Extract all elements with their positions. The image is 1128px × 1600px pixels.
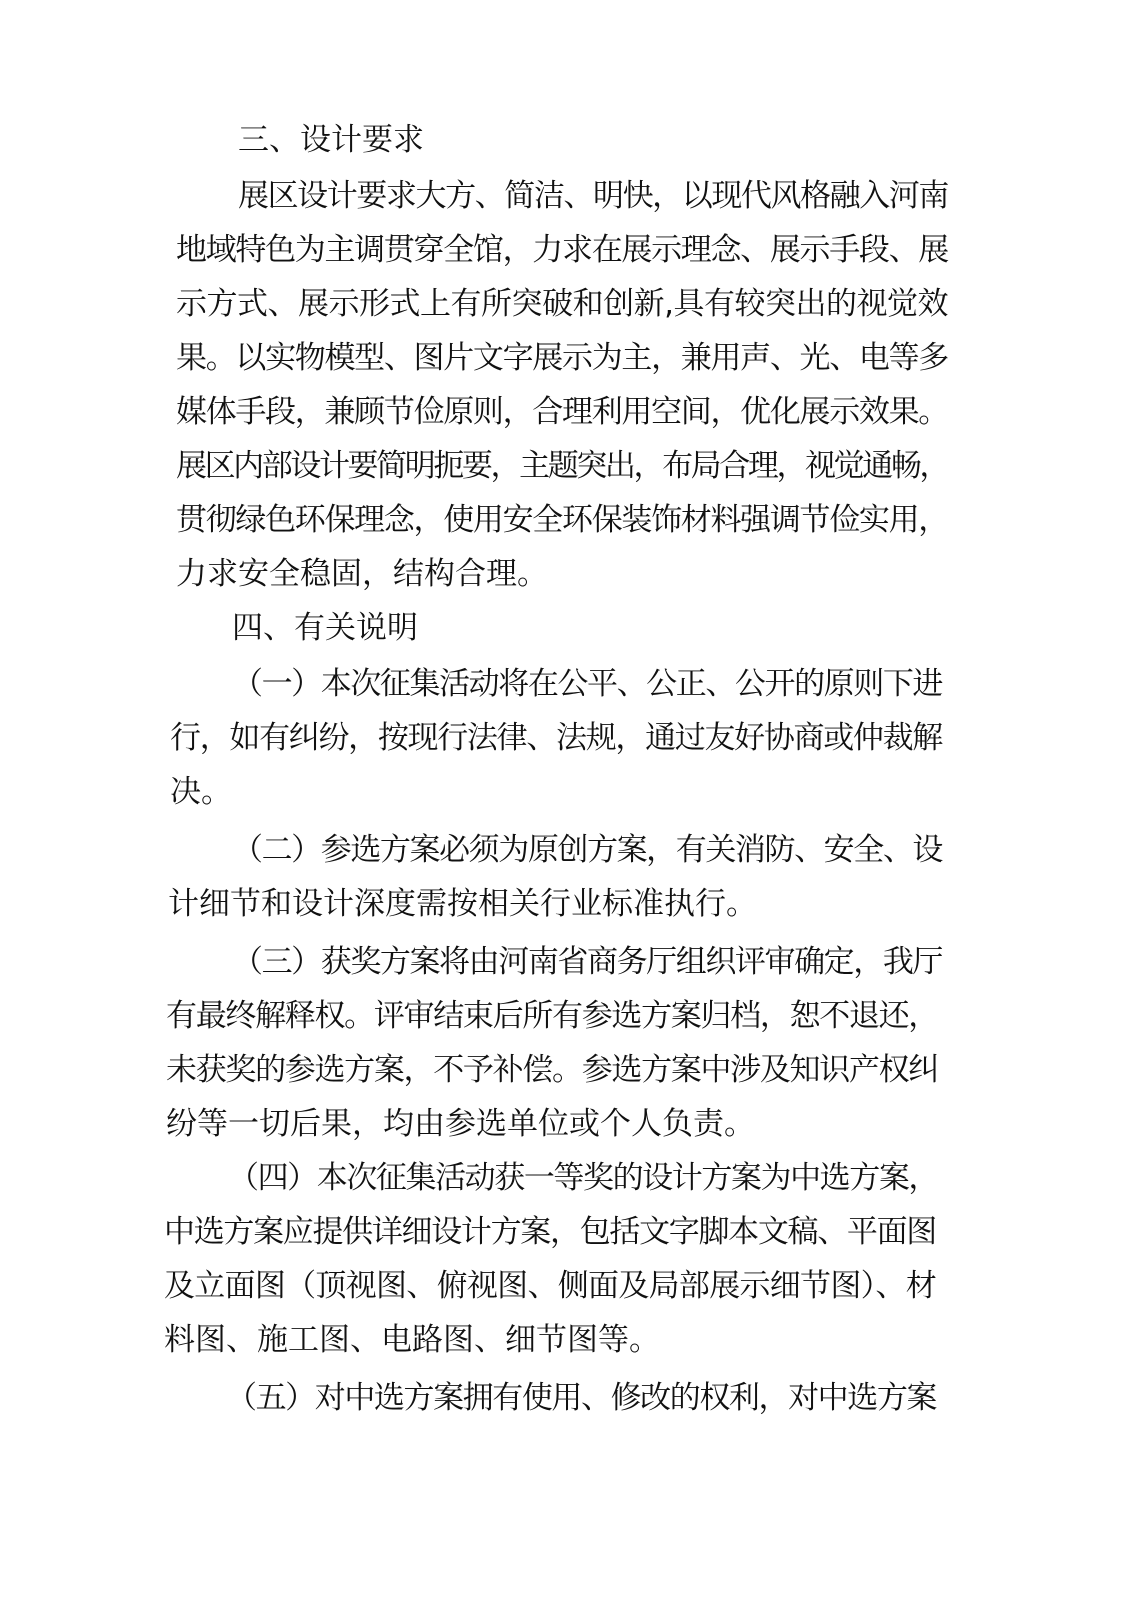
paragraph-line: 展区设计要求大方、简洁、明快，以现代风格融入河南 <box>238 178 948 214</box>
paragraph-line: 媒体手段，兼顾节俭原则，合理利用空间，优化展示效果。 <box>176 394 948 430</box>
paragraph-line: （一）本次征集活动将在公平、公正、公开的原则下进 <box>232 666 942 702</box>
paragraph-line: 地域特色为主调贯穿全馆，力求在展示理念、展示手段、展 <box>176 232 948 268</box>
paragraph-line: 果。以实物模型、图片文字展示为主，兼用声、光、电等多 <box>176 340 948 376</box>
paragraph-line: 料图、施工图、电路图、细节图等。 <box>164 1322 660 1358</box>
paragraph-line: 及立面图（顶视图、俯视图、侧面及局部展示细节图）、材 <box>164 1268 936 1304</box>
paragraph-line: 中选方案应提供详细设计方案，包括文字脚本文稿、平面图 <box>164 1214 936 1250</box>
section-heading-design-requirements: 三、设计要求 <box>238 122 424 158</box>
paragraph-line: 未获奖的参选方案，不予补偿。参选方案中涉及知识产权纠 <box>166 1052 938 1088</box>
paragraph-line: 展区内部设计要简明扼要，主题突出，布局合理，视觉通畅， <box>176 448 948 484</box>
paragraph-line: 贯彻绿色环保理念，使用安全环保装饰材料强调节俭实用， <box>176 502 948 538</box>
paragraph-line: 决。 <box>170 774 232 810</box>
paragraph-line: （二）参选方案必须为原创方案，有关消防、安全、设 <box>232 832 942 868</box>
section-heading-notes: 四、有关说明 <box>232 610 418 646</box>
paragraph-line: 计细节和设计深度需按相关行业标准执行。 <box>168 886 757 922</box>
paragraph-line: （三）获奖方案将由河南省商务厅组织评审确定，我厅 <box>232 944 942 980</box>
paragraph-line: 示方式、展示形式上有所突破和创新,具有较突出的视觉效 <box>176 286 948 322</box>
paragraph-line: （四）本次征集活动获一等奖的设计方案为中选方案， <box>228 1160 938 1196</box>
paragraph-line: （五）对中选方案拥有使用、修改的权利，对中选方案 <box>226 1380 936 1416</box>
paragraph-line: 力求安全稳固，结构合理。 <box>176 556 548 592</box>
paragraph-line: 有最终解释权。评审结束后所有参选方案归档，恕不退还， <box>166 998 938 1034</box>
paragraph-line: 行，如有纠纷，按现行法律、法规，通过友好协商或仲裁解 <box>170 720 942 756</box>
paragraph-line: 纷等一切后果，均由参选单位或个人负责。 <box>166 1106 755 1142</box>
